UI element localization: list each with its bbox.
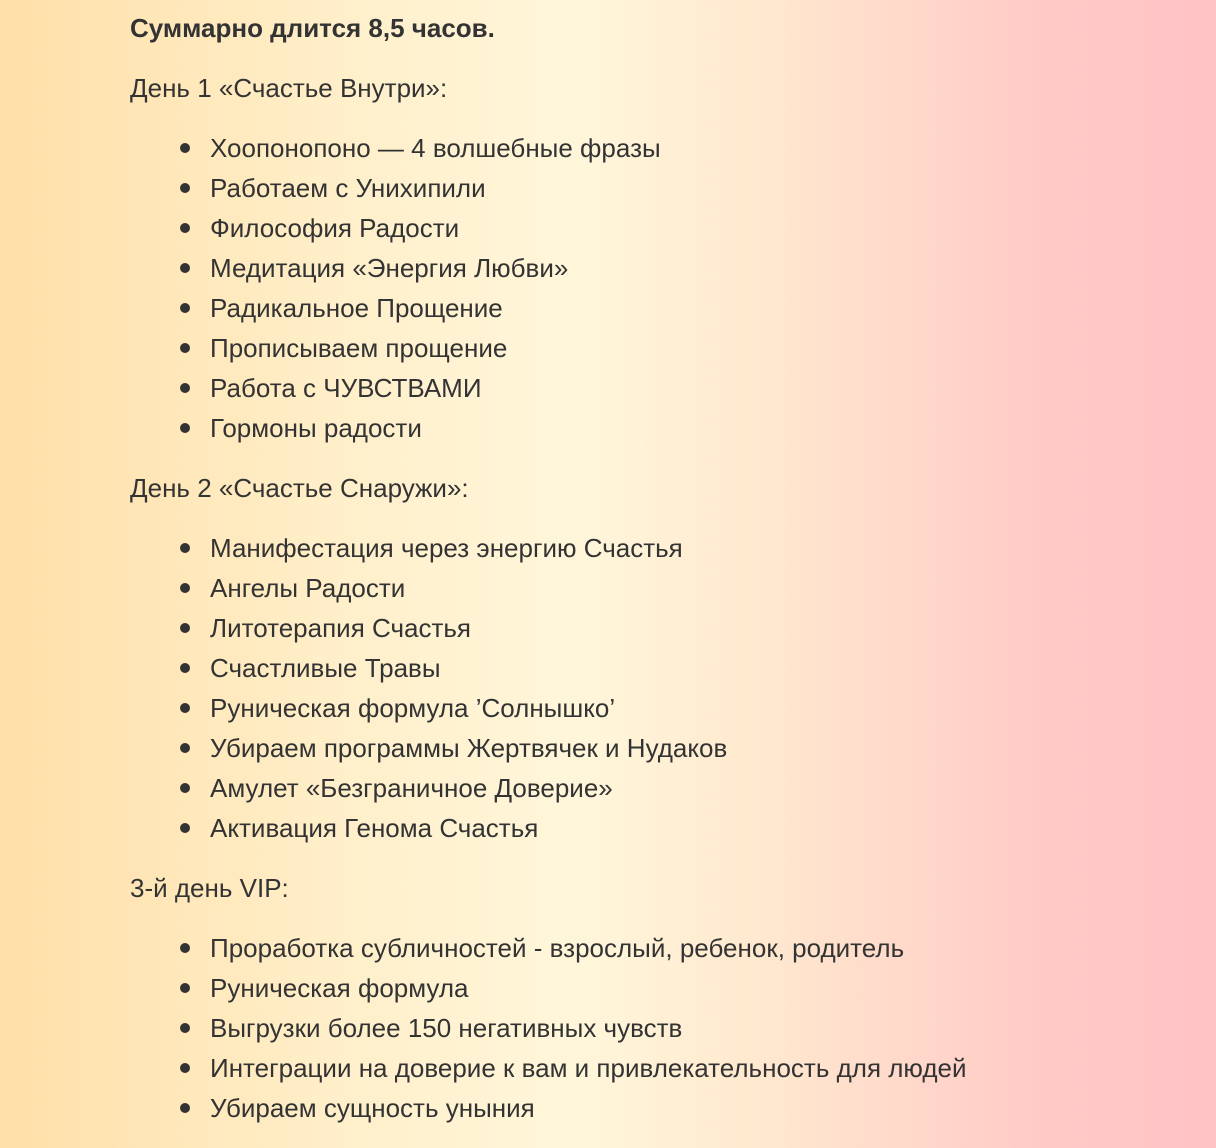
list-item-text: Работаем с Унихипили [210,173,486,203]
list-item [130,368,1130,408]
list-item [130,208,1130,248]
bullet-icon [180,983,190,993]
bullet-icon [180,183,190,193]
list-item-text: Прописываем прощение [210,333,508,363]
bullet-icon [180,743,190,753]
bullet-icon [180,1063,190,1073]
bullet-icon [180,583,190,593]
list-item [130,1008,1130,1048]
list-item [130,928,1130,968]
list-item [130,408,1130,448]
bullet-icon [180,223,190,233]
list-item [130,968,1130,1008]
list-item-text: Проработка субличностей - взрослый, ребенок, родитель [210,933,905,963]
list-item-text: Медитация «Энергия Любви» [210,253,569,283]
list-item [130,288,1130,328]
list-item-text: Убираем сущность уныния [210,1093,535,1123]
program-content [130,8,1130,1148]
day-1-list [130,128,1130,448]
list-item-text: Гормоны радости [210,413,422,443]
list-item [130,808,1130,848]
list-item [130,648,1130,688]
bullet-icon [180,1103,190,1113]
bullet-icon [180,703,190,713]
bullet-icon [180,263,190,273]
bullet-icon [180,1023,190,1033]
bullet-icon [180,543,190,553]
bullet-icon [180,943,190,953]
list-item-text: Убираем программы Жертвячек и Нудаков [210,733,728,763]
list-item-text: Радикальное Прощение [210,293,503,323]
list-item [130,528,1130,568]
list-item-text: Амулет «Безграничное Доверие» [210,773,613,803]
day-3-heading: 3-й день VIP: [130,873,289,903]
bullet-icon [180,663,190,673]
list-item-text: Выгрузки более 150 негативных чувств [210,1013,683,1043]
list-item [130,1048,1130,1088]
list-item [130,608,1130,648]
list-item-text: Философия Радости [210,213,460,243]
list-item-text: Литотерапия Счастья [210,613,472,643]
bullet-icon [180,343,190,353]
list-item [130,168,1130,208]
list-item-text: Счастливые Травы [210,653,441,683]
list-item-text: Хоопонопоно — 4 волшебные фразы [210,133,661,163]
list-item [130,688,1130,728]
list-item [130,328,1130,368]
list-item [130,768,1130,808]
bullet-icon [180,303,190,313]
day-3-list [130,928,1130,1128]
list-item-text: Активация Генома Счастья [210,813,539,843]
list-item [130,128,1130,168]
bullet-icon [180,143,190,153]
list-item [130,1088,1130,1128]
bullet-icon [180,623,190,633]
list-item-text: Работа с ЧУВСТВАМИ [210,373,482,403]
bullet-icon [180,823,190,833]
day-1-heading: День 1 «Счастье Внутри»: [130,73,448,103]
list-item [130,728,1130,768]
list-item-text: Руническая формула [210,973,469,1003]
list-item-text: Интеграции на доверие к вам и привлекательность для людей [210,1053,967,1083]
day-2-list [130,528,1130,848]
bullet-icon [180,423,190,433]
list-item-text: Ангелы Радости [210,573,406,603]
day-2-heading: День 2 «Счастье Снаружи»: [130,473,469,503]
list-item [130,248,1130,288]
list-item-text: Руническая формула ’Солнышко’ [210,693,616,723]
bullet-icon [180,383,190,393]
bullet-icon [180,783,190,793]
list-item [130,568,1130,608]
duration-summary: Суммарно длится 8,5 часов. [130,13,495,43]
list-item-text: Манифестация через энергию Счастья [210,533,683,563]
